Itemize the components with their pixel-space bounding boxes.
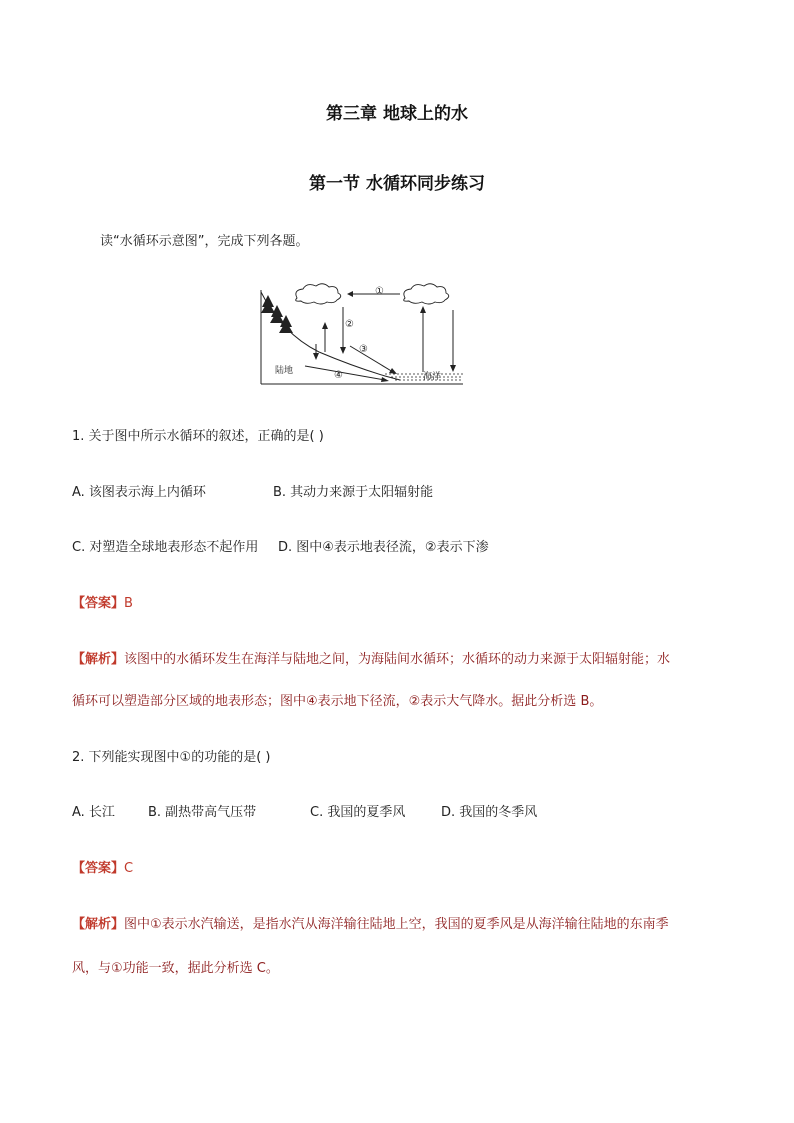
question-2-stem: 2. 下列能实现图中①的功能的是( ): [72, 750, 271, 765]
answer-value: C: [124, 861, 134, 876]
analysis-1-line-1: [72, 648, 670, 667]
section-title: 第一节 水循环同步练习: [309, 174, 485, 194]
question-1-option-a: A. 该图表示海上内循环: [72, 485, 206, 500]
tree-icons: [261, 295, 293, 333]
answer-value: B: [124, 596, 133, 611]
analysis-text: 该图中的水循环发生在海洋与陆地之间，为海陆间水循环；水循环的动力来源于太阳辐射能；水: [124, 652, 671, 667]
intro-text: 读“水循环示意图”，完成下列各题。: [100, 234, 309, 249]
analysis-1-line-2: 循环可以塑造部分区域的地表形态；图中④表示地下径流，②表示大气降水。据此分析选 B。: [72, 694, 603, 709]
answer-2: [72, 857, 133, 876]
sea-label: 海洋: [423, 372, 442, 382]
land-label: 陆地: [275, 366, 294, 376]
question-1-option-b: B. 其动力来源于太阳辐射能: [273, 485, 434, 500]
marker-2: ②: [345, 319, 354, 330]
question-2-option-a: A. 长江: [72, 805, 115, 820]
marker-1: ①: [375, 286, 384, 297]
cloud-icon-right: [404, 284, 449, 304]
analysis-2-line-2: 风，与①功能一致，据此分析选 C。: [72, 961, 279, 976]
marker-3: ③: [359, 344, 368, 355]
cloud-icon-left: [296, 284, 341, 304]
question-2-option-d: D. 我国的冬季风: [441, 805, 538, 820]
question-2-option-c: C. 我国的夏季风: [310, 805, 406, 820]
question-1-option-d: D. 图中④表示地表径流，②表示下渗: [278, 540, 489, 555]
marker-4: ④: [334, 370, 343, 381]
chapter-title: 第三章 地球上的水: [326, 104, 468, 124]
analysis-text: 图中①表示水汽输送，是指水汽从海洋输往陆地上空，我国的夏季风是从海洋输往陆地的东南季: [124, 917, 669, 932]
analysis-tag: 【解析】: [72, 917, 125, 932]
question-1-option-c: C. 对塑造全球地表形态不起作用: [72, 540, 259, 555]
answer-1: [72, 592, 133, 611]
analysis-2-line-1: [72, 913, 669, 932]
water-cycle-diagram: [255, 280, 470, 392]
analysis-tag: 【解析】: [72, 652, 125, 667]
answer-tag: 【答案】: [72, 861, 125, 876]
answer-tag: 【答案】: [72, 596, 125, 611]
question-2-option-b: B. 副热带高气压带: [148, 805, 257, 820]
question-1-stem: 1. 关于图中所示水循环的叙述，正确的是( ): [72, 429, 324, 444]
